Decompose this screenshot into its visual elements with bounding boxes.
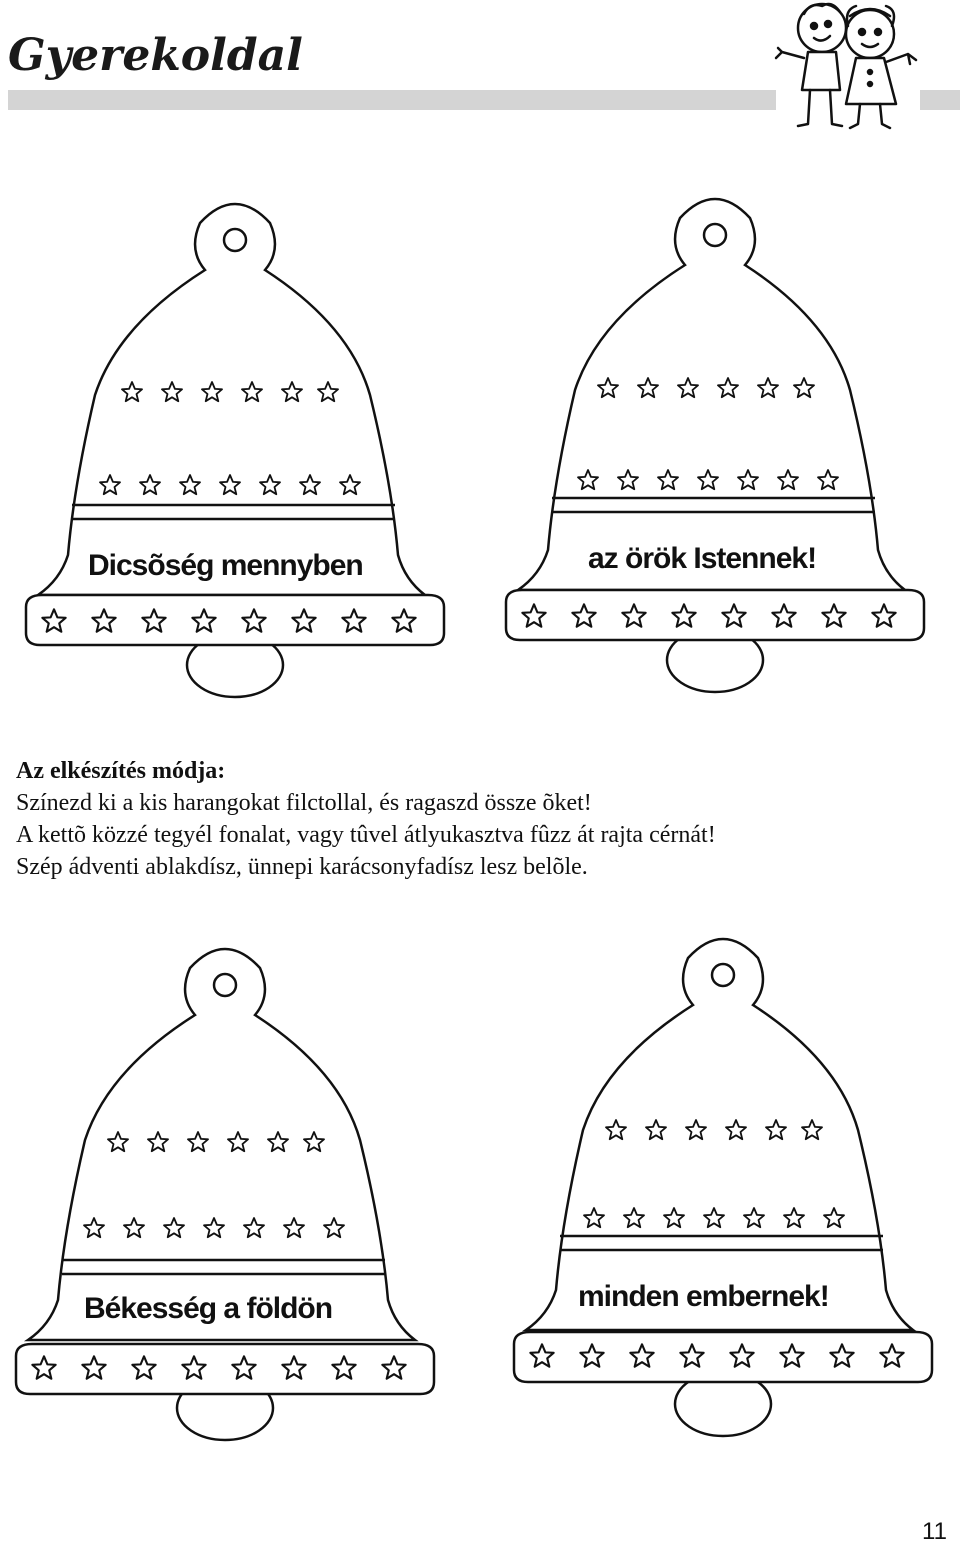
star-icon: [82, 1216, 352, 1242]
bell-label: az örök Istennek!: [588, 542, 817, 575]
instructions-heading: Az elkészítés módja:: [16, 758, 226, 784]
star-row: [582, 1206, 852, 1237]
instructions: [16, 755, 946, 883]
star-row: [576, 468, 846, 499]
star-row: [82, 1216, 352, 1247]
instruction-line: Színezd ki a kis harangokat filctollal, és ragaszd össze õket!: [16, 790, 592, 816]
star-row: [520, 602, 920, 637]
star-icon: [30, 1354, 430, 1384]
star-icon: [528, 1342, 928, 1372]
star-icon: [120, 380, 340, 406]
star-row: [30, 1354, 430, 1389]
star-icon: [520, 602, 920, 632]
children-illustration: [770, 0, 920, 132]
page-number: 11: [922, 1518, 947, 1545]
bell-ornament: [10, 940, 440, 1460]
star-row: [106, 1130, 326, 1161]
bell-label: Békesség a földön: [84, 1292, 333, 1325]
star-icon: [106, 1130, 326, 1156]
header-bar: [8, 90, 776, 110]
star-row: [604, 1118, 824, 1149]
star-icon: [582, 1206, 852, 1232]
star-row: [40, 607, 440, 642]
bell-ornament: [500, 190, 930, 710]
bell-ornament: [508, 930, 938, 1450]
instruction-line: A kettõ közzé tegyél fonalat, vagy tûvel átlyukasztva fûzz át rajta cérnát!: [16, 822, 716, 848]
instruction-line: Szép ádventi ablakdísz, ünnepi karácsonyfadísz lesz belõle.: [16, 854, 588, 880]
page-title: Gyerekoldal: [8, 30, 303, 81]
star-row: [120, 380, 340, 411]
star-row: [98, 473, 368, 504]
star-icon: [40, 607, 440, 637]
star-icon: [576, 468, 846, 494]
bell-ornament: [20, 195, 450, 715]
star-icon: [604, 1118, 824, 1144]
star-icon: [596, 376, 816, 402]
header-bar-end: [920, 90, 960, 110]
bell-label: minden embernek!: [578, 1280, 829, 1313]
bell-label: Dicsõség mennyben: [88, 549, 363, 582]
star-icon: [98, 473, 368, 499]
star-row: [596, 376, 816, 407]
star-row: [528, 1342, 928, 1377]
